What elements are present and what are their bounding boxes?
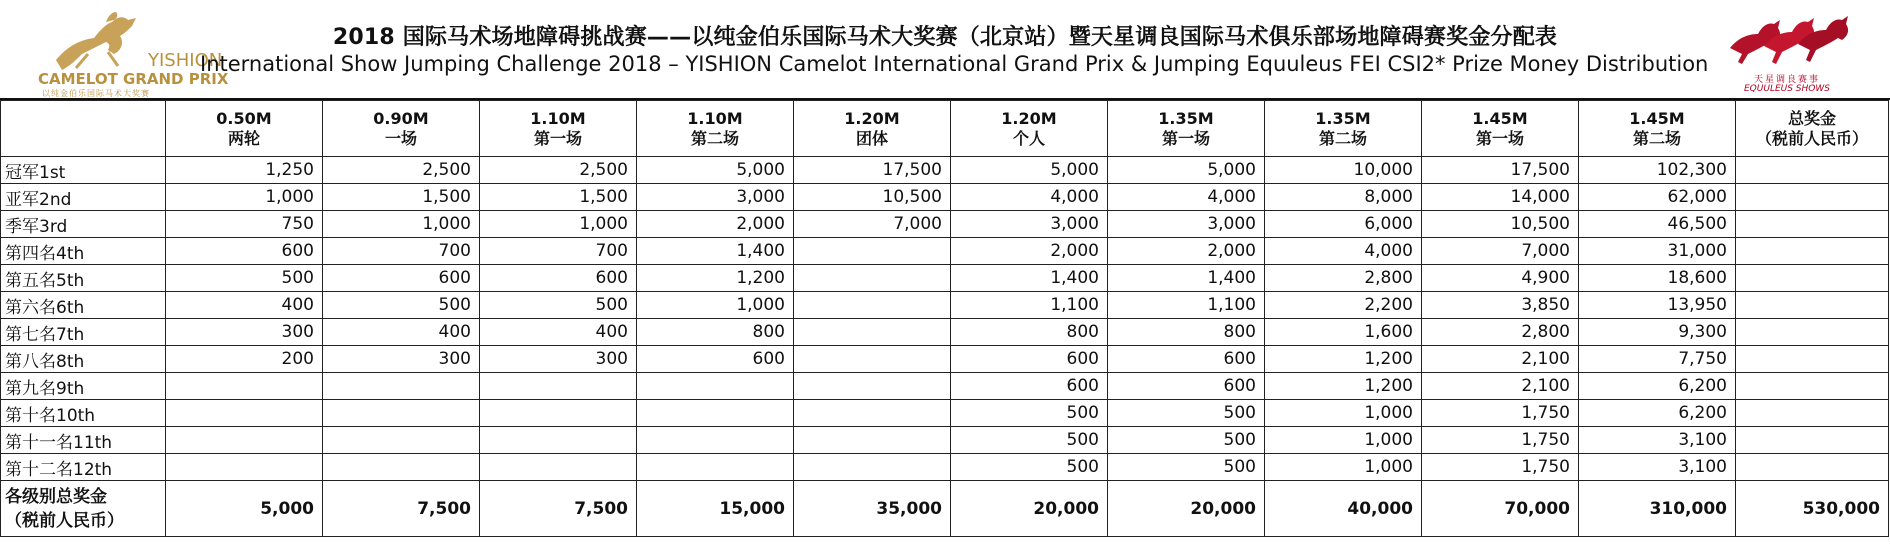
table-cell (323, 400, 480, 427)
table-cell: 500 (480, 292, 637, 319)
table-cell: 4,000 (1265, 238, 1422, 265)
table-cell: 300 (480, 346, 637, 373)
table-cell (1736, 454, 1889, 481)
table-cell: 17,500 (1422, 157, 1579, 184)
row-label: 第四名4th (1, 238, 166, 265)
column-header: 1.20M 个人 (951, 101, 1108, 157)
table-cell: 8,000 (1265, 184, 1422, 211)
row-label: 第八名8th (1, 346, 166, 373)
table-cell: 1,000 (1265, 427, 1422, 454)
row-label: 季军3rd (1, 211, 166, 238)
table-cell: 3,100 (1579, 427, 1736, 454)
column-header: 1.35M 第一场 (1108, 101, 1265, 157)
table-cell: 400 (166, 292, 323, 319)
total-cell: 20,000 (1108, 481, 1265, 537)
table-cell: 1,100 (1108, 292, 1265, 319)
table-cell: 2,500 (480, 157, 637, 184)
table-row (1, 454, 1889, 481)
table-cell: 5,000 (951, 157, 1108, 184)
table-cell: 3,100 (1579, 454, 1736, 481)
table-cell: 600 (323, 265, 480, 292)
table-body (1, 157, 1889, 537)
table-cell: 2,800 (1422, 319, 1579, 346)
table-cell: 1,000 (1265, 454, 1422, 481)
table-cell (1736, 319, 1889, 346)
row-label: 第七名7th (1, 319, 166, 346)
table-cell: 1,400 (637, 238, 794, 265)
table-cell: 10,000 (1265, 157, 1422, 184)
running-horses-icon (1724, 8, 1864, 70)
table-cell (1736, 265, 1889, 292)
table-cell: 800 (1108, 319, 1265, 346)
logo-right-cn: 天星调良赛事 (1754, 75, 1821, 85)
table-cell (637, 400, 794, 427)
page-title-en: International Show Jumping Challenge 2018 – YISHION Camelot International Grand Prix & Jumping Equuleus FEI CSI2* Prize Money Distribution (200, 52, 1709, 76)
table-cell (1736, 238, 1889, 265)
table-cell: 1,000 (480, 211, 637, 238)
column-header: 1.45M 第二场 (1579, 101, 1736, 157)
column-header (1, 101, 166, 157)
table-cell (1736, 400, 1889, 427)
table-cell: 2,000 (637, 211, 794, 238)
table-cell (166, 427, 323, 454)
row-label: 第十名10th (1, 400, 166, 427)
table-cell: 7,000 (1422, 238, 1579, 265)
table-cell: 31,000 (1579, 238, 1736, 265)
table-cell: 800 (951, 319, 1108, 346)
table-cell: 500 (1108, 400, 1265, 427)
table-cell: 400 (480, 319, 637, 346)
total-cell: 70,000 (1422, 481, 1579, 537)
column-header: 1.10M 第一场 (480, 101, 637, 157)
table-cell: 1,200 (1265, 373, 1422, 400)
table-cell: 17,500 (794, 157, 951, 184)
table-cell: 1,000 (323, 211, 480, 238)
table-cell (794, 346, 951, 373)
total-row (1, 481, 1889, 537)
page-title-cn: 2018 国际马术场地障碍挑战赛——以纯金伯乐国际马术大奖赛（北京站）暨天星调良国际马术俱乐部场地障碍赛奖金分配表 (332, 25, 1558, 50)
table-cell: 2,200 (1265, 292, 1422, 319)
table-cell: 3,000 (637, 184, 794, 211)
table-cell (637, 454, 794, 481)
column-header: 1.45M 第一场 (1422, 101, 1579, 157)
table-cell: 500 (1108, 454, 1265, 481)
table-cell: 6,200 (1579, 400, 1736, 427)
table-cell: 2,000 (951, 238, 1108, 265)
table-cell: 5,000 (637, 157, 794, 184)
table-cell (480, 400, 637, 427)
table-cell: 1,000 (1265, 400, 1422, 427)
table-cell: 700 (480, 238, 637, 265)
equuleus-shows-logo (1714, 8, 1874, 96)
table-cell: 500 (1108, 427, 1265, 454)
table-cell: 800 (637, 319, 794, 346)
logo-right-en: EQUULEUS SHOWS (1744, 84, 1830, 94)
table-cell: 9,300 (1579, 319, 1736, 346)
table-cell: 1,500 (323, 184, 480, 211)
table-cell: 600 (1108, 346, 1265, 373)
table-cell: 102,300 (1579, 157, 1736, 184)
table-cell (637, 427, 794, 454)
table-row (1, 373, 1889, 400)
table-cell: 1,400 (951, 265, 1108, 292)
table-cell (323, 373, 480, 400)
table-cell: 62,000 (1579, 184, 1736, 211)
table-cell: 600 (480, 265, 637, 292)
table-cell: 600 (1108, 373, 1265, 400)
table-cell: 10,500 (794, 184, 951, 211)
table-cell: 2,500 (323, 157, 480, 184)
table-row (1, 265, 1889, 292)
table-cell: 1,000 (637, 292, 794, 319)
table-cell: 600 (637, 346, 794, 373)
table-cell: 6,200 (1579, 373, 1736, 400)
table-cell: 10,500 (1422, 211, 1579, 238)
table-cell: 1,750 (1422, 427, 1579, 454)
table-cell: 2,100 (1422, 373, 1579, 400)
table-cell: 1,200 (1265, 346, 1422, 373)
row-label: 第九名9th (1, 373, 166, 400)
row-label: 第六名6th (1, 292, 166, 319)
table-cell: 200 (166, 346, 323, 373)
total-row-label (1, 481, 166, 537)
table-cell: 4,000 (951, 184, 1108, 211)
table-cell: 2,800 (1265, 265, 1422, 292)
table-row (1, 184, 1889, 211)
row-label: 亚军2nd (1, 184, 166, 211)
row-label: 第十一名11th (1, 427, 166, 454)
total-cell: 5,000 (166, 481, 323, 537)
column-header: 1.35M 第二场 (1265, 101, 1422, 157)
table-cell: 1,750 (1422, 454, 1579, 481)
table-row (1, 238, 1889, 265)
table-cell (794, 454, 951, 481)
prize-money-table (0, 100, 1889, 537)
table-cell: 700 (323, 238, 480, 265)
total-label-line1: 各级别总奖金 (5, 486, 107, 507)
table-cell: 5,000 (1108, 157, 1265, 184)
table-cell (1736, 211, 1889, 238)
table-cell (794, 319, 951, 346)
table-cell: 600 (951, 373, 1108, 400)
table-cell (794, 238, 951, 265)
table-cell: 3,850 (1422, 292, 1579, 319)
table-cell: 500 (951, 427, 1108, 454)
horse-jumper-icon (48, 10, 158, 72)
table-cell (323, 454, 480, 481)
table-cell: 4,000 (1108, 184, 1265, 211)
row-label: 第十二名12th (1, 454, 166, 481)
logo-brand-text: YISHION (148, 50, 223, 71)
column-header-total: 总奖金 （税前人民币） (1736, 101, 1889, 157)
table-cell: 18,600 (1579, 265, 1736, 292)
table-cell: 600 (166, 238, 323, 265)
table-cell: 600 (951, 346, 1108, 373)
table-cell: 4,900 (1422, 265, 1579, 292)
table-cell (1736, 184, 1889, 211)
table-cell (166, 400, 323, 427)
table-cell (794, 265, 951, 292)
table-cell: 7,750 (1579, 346, 1736, 373)
column-header: 1.10M 第二场 (637, 101, 794, 157)
table-cell: 2,100 (1422, 346, 1579, 373)
table-cell: 1,100 (951, 292, 1108, 319)
table-cell (637, 373, 794, 400)
row-label: 第五名5th (1, 265, 166, 292)
table-cell (480, 427, 637, 454)
table-row (1, 346, 1889, 373)
table-cell (1736, 157, 1889, 184)
table-cell: 1,400 (1108, 265, 1265, 292)
table-cell (480, 454, 637, 481)
table-row (1, 427, 1889, 454)
column-header: 1.20M 团体 (794, 101, 951, 157)
table-cell (1736, 292, 1889, 319)
total-cell: 7,500 (323, 481, 480, 537)
table-row (1, 292, 1889, 319)
table-cell (323, 427, 480, 454)
total-cell: 310,000 (1579, 481, 1736, 537)
total-cell: 40,000 (1265, 481, 1422, 537)
table-cell: 500 (323, 292, 480, 319)
table-cell: 750 (166, 211, 323, 238)
table-row (1, 211, 1889, 238)
table-cell: 1,750 (1422, 400, 1579, 427)
total-label-line2: （税前人民币） (5, 510, 124, 531)
table-cell (166, 454, 323, 481)
table-cell: 500 (166, 265, 323, 292)
total-cell: 35,000 (794, 481, 951, 537)
yishion-camelot-logo (28, 10, 229, 98)
table-cell: 13,950 (1579, 292, 1736, 319)
column-header: 0.50M 两轮 (166, 101, 323, 157)
table-cell: 3,000 (951, 211, 1108, 238)
table-cell: 1,000 (166, 184, 323, 211)
table-cell: 3,000 (1108, 211, 1265, 238)
table-cell (794, 400, 951, 427)
logo-brand-subtitle: CAMELOT GRAND PRIX (38, 70, 229, 88)
table-header-row (1, 101, 1889, 157)
table-cell (794, 427, 951, 454)
table-cell (480, 373, 637, 400)
total-cell: 20,000 (951, 481, 1108, 537)
logo-brand-cn: 以纯金伯乐国际马术大奖赛 (42, 89, 150, 98)
table-cell: 500 (951, 454, 1108, 481)
total-cell: 15,000 (637, 481, 794, 537)
table-cell: 300 (323, 346, 480, 373)
table-cell: 7,000 (794, 211, 951, 238)
table-cell: 1,500 (480, 184, 637, 211)
table-cell: 400 (323, 319, 480, 346)
total-cell: 7,500 (480, 481, 637, 537)
table-row (1, 400, 1889, 427)
table-cell: 2,000 (1108, 238, 1265, 265)
total-cell: 530,000 (1736, 481, 1889, 537)
table-cell: 46,500 (1579, 211, 1736, 238)
table-cell: 1,600 (1265, 319, 1422, 346)
table-cell (1736, 346, 1889, 373)
table-cell: 500 (951, 400, 1108, 427)
table-cell (794, 292, 951, 319)
table-row (1, 319, 1889, 346)
table-cell: 1,250 (166, 157, 323, 184)
table-cell: 6,000 (1265, 211, 1422, 238)
table-cell (794, 373, 951, 400)
column-header: 0.90M 一场 (323, 101, 480, 157)
table-cell: 300 (166, 319, 323, 346)
table-row (1, 157, 1889, 184)
table-cell: 1,200 (637, 265, 794, 292)
table-cell: 14,000 (1422, 184, 1579, 211)
row-label: 冠军1st (1, 157, 166, 184)
table-cell (166, 373, 323, 400)
table-cell (1736, 373, 1889, 400)
document-header (0, 0, 1890, 100)
table-cell (1736, 427, 1889, 454)
